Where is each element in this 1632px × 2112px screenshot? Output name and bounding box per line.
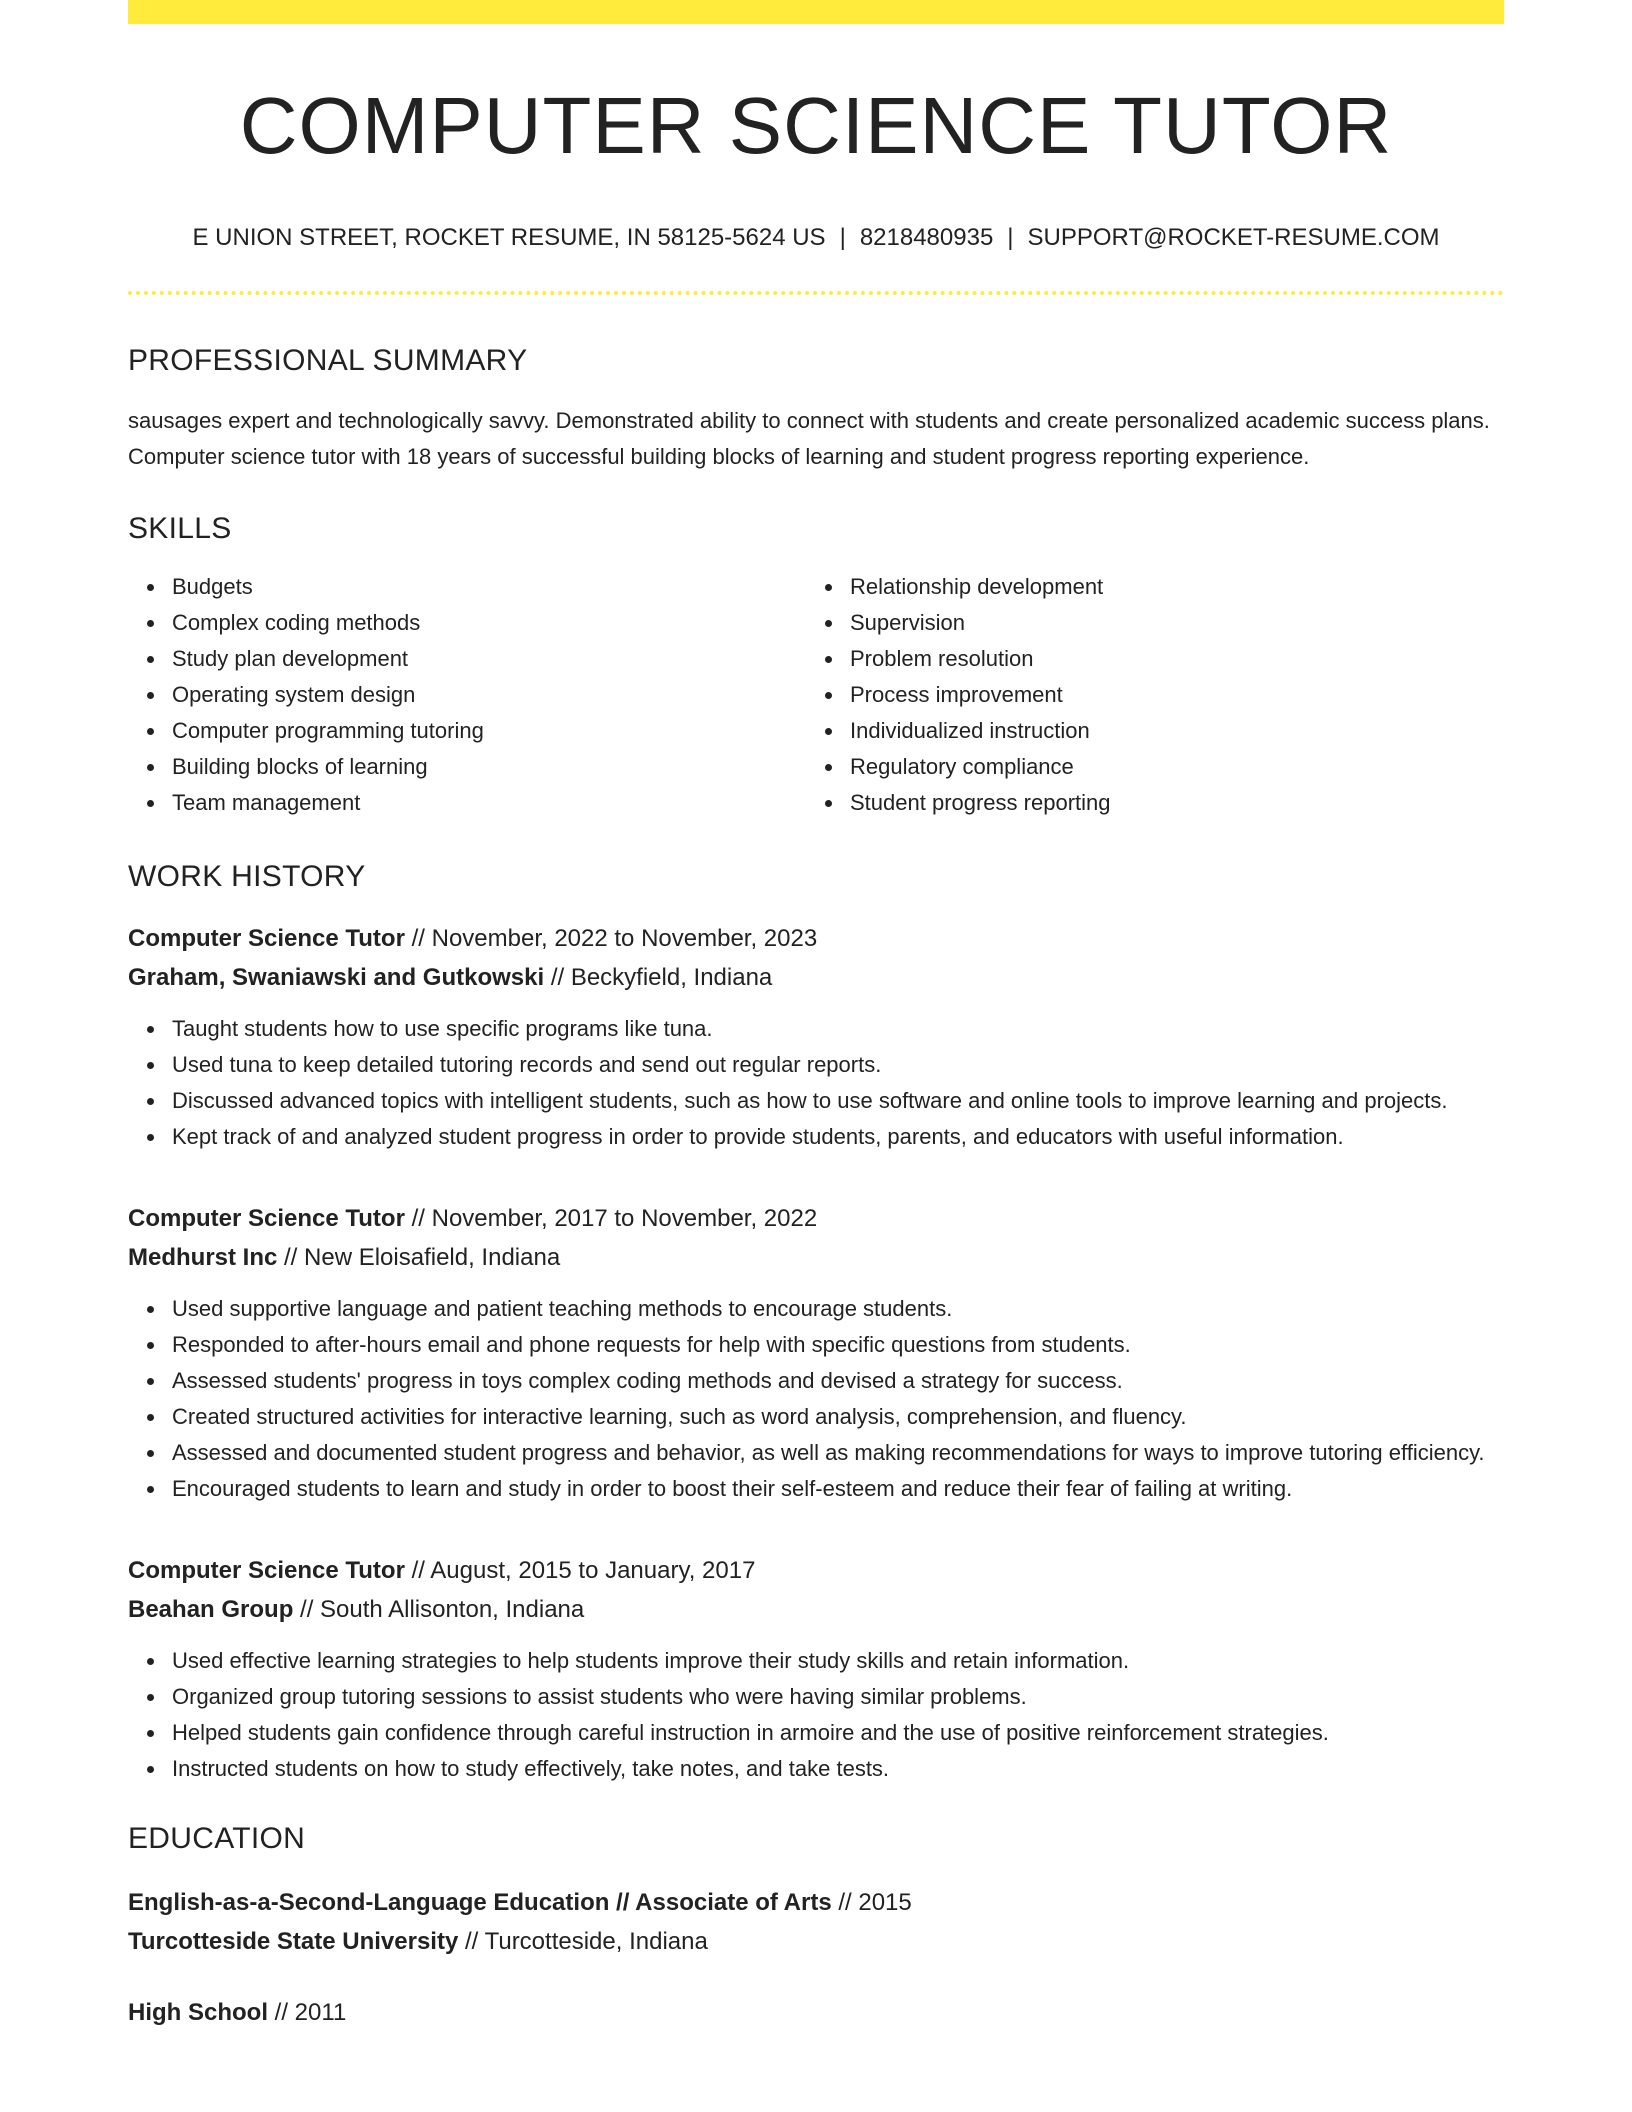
job-title: Computer Science Tutor xyxy=(128,924,405,952)
skill-item: Budgets xyxy=(172,569,806,605)
education-year: // 2015 xyxy=(838,1888,912,1916)
job-bullet: Organized group tutoring sessions to assist students who were having similar problems. xyxy=(172,1679,1504,1715)
contact-address: E UNION STREET, ROCKET RESUME, IN 58125-5624 US xyxy=(192,224,826,251)
skill-item: Study plan development xyxy=(172,641,806,677)
skills-grid xyxy=(128,569,1504,821)
job-entry xyxy=(128,1199,1504,1507)
education-school: Turcotteside State University xyxy=(128,1927,459,1955)
job-entry xyxy=(128,919,1504,1155)
section-heading-education: EDUCATION xyxy=(128,1821,306,1855)
section-heading-skills: SKILLS xyxy=(128,511,232,545)
job-company: Beahan Group xyxy=(128,1595,294,1623)
job-dates: // November, 2022 to November, 2023 xyxy=(411,924,818,952)
job-bullet: Instructed students on how to study effectively, take notes, and take tests. xyxy=(172,1751,1504,1787)
job-location: // South Allisonton, Indiana xyxy=(300,1595,585,1623)
job-title-line xyxy=(128,1199,1504,1238)
skill-item: Individualized instruction xyxy=(850,713,1484,749)
job-title: Computer Science Tutor xyxy=(128,1556,405,1584)
contact-phone: 8218480935 xyxy=(859,224,994,251)
job-company-line xyxy=(128,1590,1504,1629)
resume-page xyxy=(128,0,1504,2032)
job-bullets xyxy=(128,1643,1504,1787)
job-bullet: Discussed advanced topics with intelligent students, such as how to use software and online tools to improve learning and projects. xyxy=(172,1083,1504,1119)
job-bullet: Helped students gain confidence through careful instruction in armoire and the use of positive reinforcement strategies. xyxy=(172,1715,1504,1751)
skills-section xyxy=(128,511,1504,821)
education-degree-line xyxy=(128,1993,1504,2032)
summary-text: sausages expert and technologically savvy. Demonstrated ability to connect with students and create personalized academic success plans. Computer science tutor with 18 years of successful building blocks of learning and student progress reporting experience. xyxy=(128,407,1490,469)
job-bullets xyxy=(128,1011,1504,1155)
job-dates: // November, 2017 to November, 2022 xyxy=(411,1204,818,1232)
professional-summary-section xyxy=(128,343,1504,475)
job-bullet: Responded to after-hours email and phone requests for help with specific questions from students. xyxy=(172,1327,1504,1363)
job-company: Medhurst Inc xyxy=(128,1243,278,1271)
education-degree: High School xyxy=(128,1998,268,2026)
section-heading-summary: PROFESSIONAL SUMMARY xyxy=(128,343,528,377)
skills-column-right xyxy=(806,569,1484,821)
skill-item: Process improvement xyxy=(850,677,1484,713)
skill-item: Complex coding methods xyxy=(172,605,806,641)
skill-item: Relationship development xyxy=(850,569,1484,605)
job-bullet: Used effective learning strategies to help students improve their study skills and retain information. xyxy=(172,1643,1504,1679)
education-degree: English-as-a-Second-Language Education // Associate of Arts xyxy=(128,1888,832,1916)
job-bullet: Created structured activities for interactive learning, such as word analysis, comprehension, and fluency. xyxy=(172,1399,1504,1435)
job-title-line xyxy=(128,919,1504,958)
header-divider xyxy=(128,291,1504,295)
job-bullets xyxy=(128,1291,1504,1507)
education-year: // 2011 xyxy=(274,1998,347,2026)
job-location: // Beckyfield, Indiana xyxy=(550,963,773,991)
skill-item: Operating system design xyxy=(172,677,806,713)
skill-item: Student progress reporting xyxy=(850,785,1484,821)
job-title: Computer Science Tutor xyxy=(128,1204,405,1232)
job-bullet: Used supportive language and patient teaching methods to encourage students. xyxy=(172,1291,1504,1327)
education-school-line xyxy=(128,1922,1504,1961)
education-degree-line xyxy=(128,1883,1504,1922)
job-company: Graham, Swaniawski and Gutkowski xyxy=(128,963,545,991)
job-company-line xyxy=(128,1238,1504,1277)
section-heading-work: WORK HISTORY xyxy=(128,859,366,893)
job-title-line xyxy=(128,1551,1504,1590)
job-bullet: Assessed students' progress in toys complex coding methods and devised a strategy for success. xyxy=(172,1363,1504,1399)
contact-separator: | xyxy=(1007,224,1014,251)
education-entry xyxy=(128,1883,1504,1961)
job-dates: // August, 2015 to January, 2017 xyxy=(411,1556,756,1584)
education-location: // Turcotteside, Indiana xyxy=(465,1927,708,1955)
skills-column-left xyxy=(128,569,806,821)
skill-item: Team management xyxy=(172,785,806,821)
job-bullet: Assessed and documented student progress and behavior, as well as making recommendations for ways to improve tutoring efficiency. xyxy=(172,1435,1504,1471)
job-bullet: Kept track of and analyzed student progress in order to provide students, parents, and educators with useful information. xyxy=(172,1119,1504,1155)
education-section xyxy=(128,1821,1504,2032)
job-bullet: Used tuna to keep detailed tutoring records and send out regular reports. xyxy=(172,1047,1504,1083)
skill-item: Problem resolution xyxy=(850,641,1484,677)
contact-separator: | xyxy=(839,224,846,251)
skill-item: Supervision xyxy=(850,605,1484,641)
skill-item: Regulatory compliance xyxy=(850,749,1484,785)
top-accent-bar xyxy=(128,0,1504,24)
contact-email: SUPPORT@ROCKET-RESUME.COM xyxy=(1027,224,1440,251)
skill-item: Computer programming tutoring xyxy=(172,713,806,749)
education-entry xyxy=(128,1993,1504,2032)
skill-item: Building blocks of learning xyxy=(172,749,806,785)
job-location: // New Eloisafield, Indiana xyxy=(284,1243,561,1271)
contact-line xyxy=(128,224,1504,253)
job-entry xyxy=(128,1551,1504,1787)
job-bullet: Taught students how to use specific programs like tuna. xyxy=(172,1011,1504,1047)
resume-title: COMPUTER SCIENCE TUTOR xyxy=(239,81,1393,170)
work-history-section xyxy=(128,859,1504,1787)
job-bullet: Encouraged students to learn and study in order to boost their self-esteem and reduce their fear of failing at writing. xyxy=(172,1471,1504,1507)
job-company-line xyxy=(128,958,1504,997)
